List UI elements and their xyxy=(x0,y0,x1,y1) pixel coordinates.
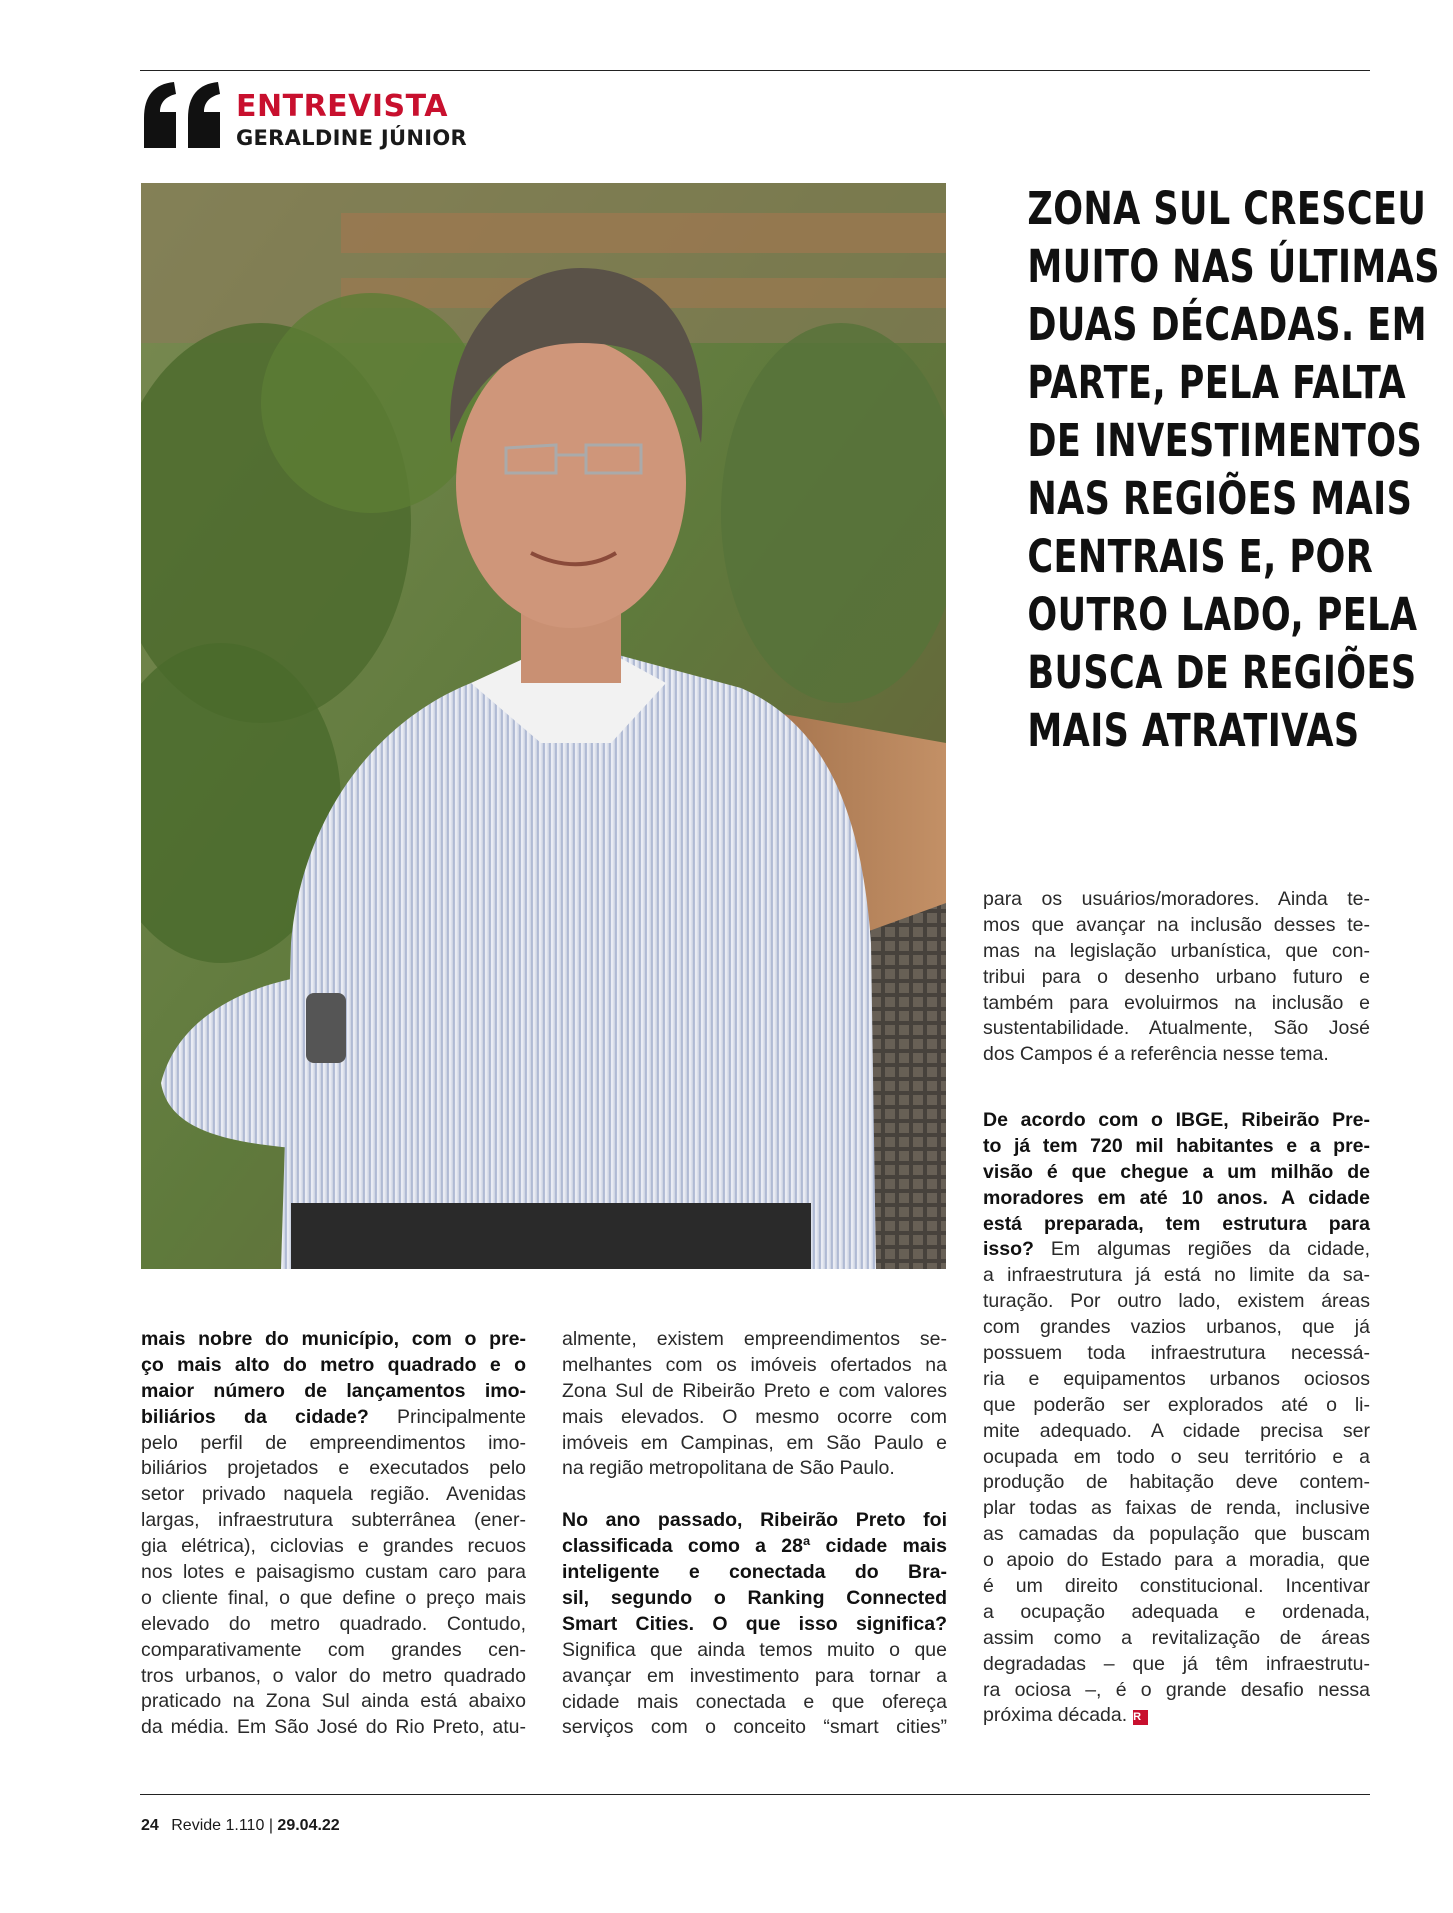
bottom-rule xyxy=(140,1794,1370,1795)
body-line: ocupada em todo o seu território e a xyxy=(983,1445,1370,1468)
body-line: com grandes vazios urbanos, que já xyxy=(983,1316,1370,1339)
body-line: as camadas da população que buscam xyxy=(983,1523,1370,1546)
pull-quote-line: MAIS ATRATIVAS xyxy=(1027,704,1360,757)
body-line-final xyxy=(983,1703,1370,1729)
pull-quote-line: DE INVESTIMENTOS xyxy=(1027,414,1423,467)
body-line: biliários projetados e executados pelo xyxy=(141,1457,526,1480)
question-line: mais nobre do município, com o pre- xyxy=(141,1328,526,1350)
body-line: plar todas as faixas de renda, inclusive xyxy=(983,1497,1370,1520)
pull-quote-line: PARTE, PELA FALTA xyxy=(1027,356,1407,409)
question-line: moradores em até 10 anos. A cidade xyxy=(983,1186,1370,1209)
question-end: isso? xyxy=(983,1238,1034,1261)
body-line: também para evoluirmos na inclusão e xyxy=(983,991,1370,1014)
mixed-line xyxy=(141,1405,526,1431)
portrait-photo xyxy=(141,183,946,1269)
body-column-right-top xyxy=(983,887,1370,1068)
question-line: to já tem 720 mil habitantes e a pre- xyxy=(983,1134,1370,1157)
body-line: na região metropolitana de São Paulo. xyxy=(562,1457,895,1480)
question-line: sil, segundo o Ranking Connected xyxy=(562,1587,947,1610)
question-line: No ano passado, Ribeirão Preto foi xyxy=(562,1509,947,1532)
author-label: GERALDINE JÚNIOR xyxy=(236,126,467,150)
body-line: o apoio do Estado para a moradia, que xyxy=(983,1549,1370,1572)
body-line: a ocupação adequada e ordenada, xyxy=(983,1600,1370,1623)
question-line: maior número de lançamentos imo- xyxy=(141,1379,526,1402)
answer-start: Em algumas regiões da cidade, xyxy=(1033,1238,1370,1261)
body-line: elevado do metro quadrado. Contudo, xyxy=(141,1612,526,1635)
body-line: possuem toda infraestrutura necessá- xyxy=(983,1342,1370,1365)
end-mark-icon: R xyxy=(1133,1710,1148,1725)
body-line: é um direito constitucional. Incentivar xyxy=(983,1575,1370,1598)
body-line: serviços com o conceito “smart cities” xyxy=(562,1716,947,1739)
body-line: que poderão ser explorados até o li- xyxy=(983,1393,1370,1416)
pull-quote-line: ZONA SUL CRESCEU xyxy=(1027,182,1427,235)
body-line: a infraestrutura já está no limite da sa- xyxy=(983,1264,1370,1287)
body-line: ria e equipamentos urbanos ociosos xyxy=(983,1367,1370,1390)
body-line: avançar em investimento para tornar a xyxy=(562,1664,947,1687)
body-line: degradadas – que já têm infraestrutu- xyxy=(983,1652,1370,1675)
body-line: turação. Por outro lado, existem áreas xyxy=(983,1290,1370,1313)
body-line: melhantes com os imóveis ofertados na xyxy=(562,1353,947,1376)
body-line: mite adequado. A cidade precisa ser xyxy=(983,1419,1370,1442)
body-line: comparativamente com grandes cen- xyxy=(141,1638,526,1661)
pull-quote-line: BUSCA DE REGIÕES xyxy=(1027,646,1417,699)
question-line: ço mais alto do metro quadrado e o xyxy=(141,1353,526,1376)
body-line: sustentabilidade. Atualmente, São José xyxy=(983,1017,1370,1040)
body-line: gia elétrica), ciclovias e grandes recuos xyxy=(141,1535,526,1558)
body-line: mos que avançar na inclusão desses te- xyxy=(983,913,1370,936)
question-end: biliários da cidade? xyxy=(141,1405,369,1428)
body-column-left xyxy=(141,1327,526,1741)
body-line: cidade mais conectada e que ofereça xyxy=(562,1690,947,1713)
body-line: o cliente final, o que define o preço mais xyxy=(141,1586,526,1609)
body-line: setor privado naquela região. Avenidas xyxy=(141,1483,526,1506)
pull-quote xyxy=(1027,180,1440,760)
body-line: ra ociosa –, é o grande desafio nessa xyxy=(983,1678,1370,1701)
body-line: largas, infraestrutura subterrânea (ener- xyxy=(141,1509,526,1532)
body-line: pelo perfil de empreendimentos imo- xyxy=(141,1431,526,1454)
body-column-middle xyxy=(562,1327,947,1741)
mixed-line xyxy=(983,1237,1370,1263)
pull-quote-line: OUTRO LADO, PELA xyxy=(1027,588,1418,641)
pull-quote-line: NAS REGIÕES MAIS xyxy=(1027,472,1413,525)
body-line: assim como a revitalização de áreas xyxy=(983,1626,1370,1649)
question-line: classificada como a 28ª cidade mais xyxy=(562,1535,947,1558)
top-rule xyxy=(140,70,1370,71)
body-line: praticado na Zona Sul ainda está abaixo xyxy=(141,1690,526,1713)
body-line: mas na legislação urbanística, que con- xyxy=(983,939,1370,962)
question-line: De acordo com o IBGE, Ribeirão Pre- xyxy=(983,1109,1370,1131)
body-column-right-bottom xyxy=(983,1108,1370,1729)
body-line: da média. Em São José do Rio Preto, atu- xyxy=(141,1716,526,1739)
issue-date: 29.04.22 xyxy=(277,1817,340,1834)
magazine-issue: Revide 1.110 xyxy=(171,1817,265,1834)
body-line: nos lotes e paisagismo custam caro para xyxy=(141,1561,526,1584)
question-line: inteligente e conectada do Bra- xyxy=(562,1561,947,1584)
answer-start: Principalmente xyxy=(368,1405,526,1428)
body-line: Significa que ainda temos muito o que xyxy=(562,1638,947,1661)
body-line: imóveis em Campinas, em São Paulo e xyxy=(562,1431,947,1454)
page-footer xyxy=(141,1816,340,1836)
question-line: está preparada, tem estrutura para xyxy=(983,1212,1370,1235)
footer-separator: | xyxy=(268,1817,273,1834)
pull-quote-line: CENTRAIS E, POR xyxy=(1027,530,1374,583)
pull-quote-line: MUITO NAS ÚLTIMAS xyxy=(1027,240,1440,293)
question-line: Smart Cities. O que isso significa? xyxy=(562,1612,947,1635)
question-line: visão é que chegue a um milhão de xyxy=(983,1160,1370,1183)
section-label: ENTREVISTA xyxy=(236,89,448,124)
pull-quote-line: DUAS DÉCADAS. EM xyxy=(1027,298,1427,351)
body-line: para os usuários/moradores. Ainda te- xyxy=(983,888,1370,910)
body-line: mais elevados. O mesmo ocorre com xyxy=(562,1405,947,1428)
final-text: próxima década. xyxy=(983,1704,1128,1727)
body-line: produção de habitação deve contem- xyxy=(983,1471,1370,1494)
body-line: Zona Sul de Ribeirão Preto e com valores xyxy=(562,1379,947,1402)
quote-mark-icon xyxy=(140,80,224,150)
body-line: dos Campos é a referência nesse tema. xyxy=(983,1043,1329,1066)
body-line: tribui para o desenho urbano futuro e xyxy=(983,965,1370,988)
page-number: 24 xyxy=(141,1817,159,1834)
body-line: almente, existem empreendimentos se- xyxy=(562,1328,947,1350)
body-line: tros urbanos, o valor do metro quadrado xyxy=(141,1664,526,1687)
